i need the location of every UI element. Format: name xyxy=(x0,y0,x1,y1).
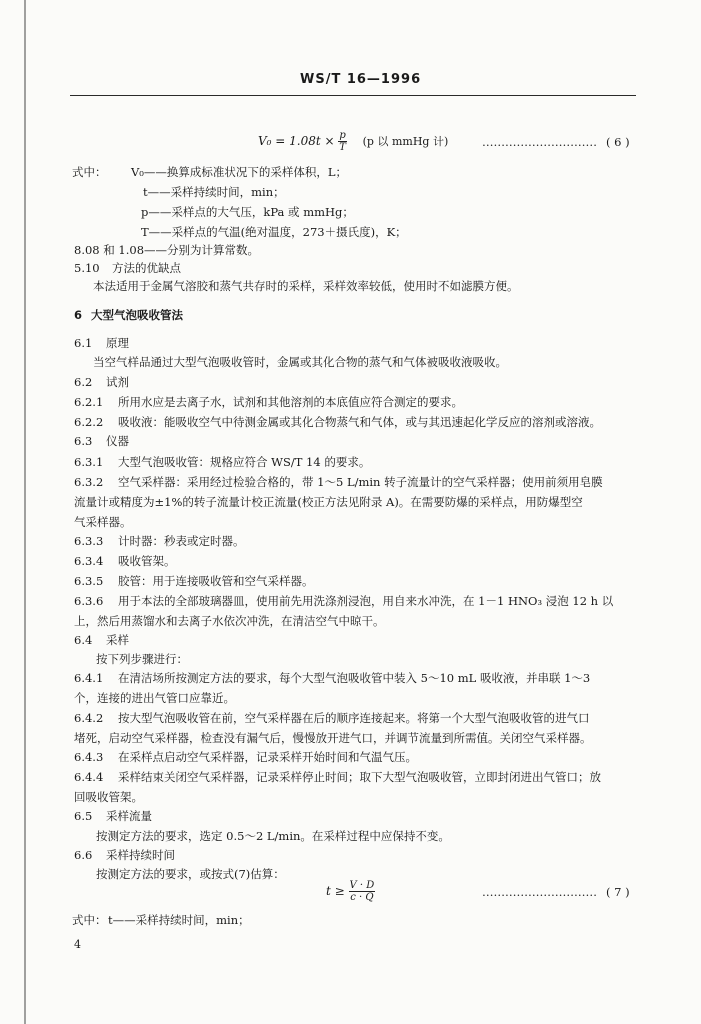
clause-text: 个，连接的进出气管口应靠近。 xyxy=(74,691,235,705)
eq7-denominator: c · Q xyxy=(350,892,374,903)
clause-text: 采样结束关闭空气采样器，记录采样停止时间；取下大型气泡吸收管，立即封闭进出气管口；放 xyxy=(118,770,601,784)
paragraph: 当空气样品通过大型气泡吸收管时，金属或其化合物的蒸气和气体被吸收液吸收。 xyxy=(93,355,507,369)
clause-text: 气采样器。 xyxy=(74,515,132,529)
clause-number: 6.4.2 xyxy=(74,711,104,725)
clause-number: 6.3.2 xyxy=(74,475,104,489)
clause-number: 6.2.1 xyxy=(74,395,104,409)
chapter-number: 6 xyxy=(74,308,83,322)
paragraph: 按测定方法的要求，选定 0.5～2 L/min。在采样过程中应保持不变。 xyxy=(96,829,450,843)
where-item: t——采样持续时间，min； xyxy=(108,913,250,927)
clause-number: 6.3.1 xyxy=(74,455,104,469)
clause-text: 在采样点启动空气采样器，记录采样开始时间和气温气压。 xyxy=(118,750,417,764)
section-title: 原理 xyxy=(106,336,129,350)
section-number: 6.6 xyxy=(74,848,93,862)
section-number: 6.4 xyxy=(74,633,93,647)
section-number: 5.10 xyxy=(74,261,100,275)
clause-number: 6.3.5 xyxy=(74,574,104,588)
clause-number: 6.4.3 xyxy=(74,750,104,764)
clause-text: 堵死，启动空气采样器，检查没有漏气后，慢慢放开进气口，并调节流量到所需值。关闭空气采样器。 xyxy=(74,731,592,745)
clause-text: 吸收管架。 xyxy=(118,554,176,568)
clause-text: 吸收液：能吸收空气中待测金属或其化合物蒸气和气体，或与其迅速起化学反应的溶剂或溶液。 xyxy=(118,415,601,429)
clause-text: 上，然后用蒸馏水和去离子水依次冲洗，在清洁空气中晾干。 xyxy=(74,614,385,628)
clause-text: 所用水应是去离子水，试剂和其他溶剂的本底值应符合测定的要求。 xyxy=(118,395,463,409)
eq7-numerator: V · D xyxy=(349,880,375,891)
eq6-leader-dots: ………………………… xyxy=(482,135,597,149)
eq6-lhs: V₀ = 1.08t × xyxy=(258,134,335,148)
equation-7 xyxy=(326,880,375,903)
section-title: 方法的优缺点 xyxy=(112,261,181,275)
eq7-fraction xyxy=(349,880,376,903)
eq7-lhs: t ≥ xyxy=(326,884,345,898)
paragraph: 按下列步骤进行： xyxy=(96,652,188,666)
section-number: 6.2 xyxy=(74,375,93,389)
section-title: 试剂 xyxy=(106,375,129,389)
clause-text: 用于本法的全部玻璃器皿，使用前先用洗涤剂浸泡，用自来水冲洗，在 1－1 HNO₃ 浸泡 12 h 以 xyxy=(118,594,614,608)
clause-text: 胶管：用于连接吸收管和空气采样器。 xyxy=(118,574,314,588)
equation-6 xyxy=(258,130,448,153)
eq7-leader-dots: ………………………… xyxy=(482,885,597,899)
clause-number: 6.4.4 xyxy=(74,770,104,784)
section-number: 6.1 xyxy=(74,336,93,350)
clause-text: 按大型气泡吸收管在前，空气采样器在后的顺序连接起来。将第一个大型气泡吸收管的进气口 xyxy=(118,711,590,725)
where-intro: 式中： xyxy=(72,165,107,179)
clause-text: 流量计或精度为±1%的转子流量计校正流量(校正方法见附录 A)。在需要防爆的采样点，用防爆型空 xyxy=(74,495,583,509)
scan-edge-line xyxy=(24,0,26,1024)
eq7-number: ( 7 ) xyxy=(606,885,630,899)
clause-number: 6.3.3 xyxy=(74,534,104,548)
section-title: 仪器 xyxy=(106,434,129,448)
where-item: T——采样点的气温(绝对温度，273＋摄氏度)，K； xyxy=(141,225,407,239)
clause-text: 计时器：秒表或定时器。 xyxy=(118,534,245,548)
standard-header: WS/T 16—1996 xyxy=(300,72,422,87)
clause-text: 空气采样器：采用经过检验合格的，带 1～5 L/min 转子流量计的空气采样器；使用前须用皂膜 xyxy=(118,475,603,489)
constants-note: 8.08 和 1.08——分别为计算常数。 xyxy=(74,243,260,257)
section-title: 采样持续时间 xyxy=(106,848,175,862)
eq6-number: ( 6 ) xyxy=(606,135,630,149)
eq6-note: (p 以 mmHg 计) xyxy=(362,135,449,148)
paragraph: 按测定方法的要求，或按式(7)估算： xyxy=(96,867,285,881)
where-item: p——采样点的大气压，kPa 或 mmHg； xyxy=(141,205,354,219)
clause-number: 6.2.2 xyxy=(74,415,104,429)
where-intro: 式中： xyxy=(72,913,107,927)
chapter-title: 大型气泡吸收管法 xyxy=(91,308,183,322)
section-title: 采样流量 xyxy=(106,809,152,823)
clause-text: 大型气泡吸收管：规格应符合 WS/T 14 的要求。 xyxy=(118,455,371,469)
section-number: 6.5 xyxy=(74,809,93,823)
paragraph: 本法适用于金属气溶胶和蒸气共存时的采样，采样效率较低，使用时不如滤膜方便。 xyxy=(93,279,519,293)
clause-text: 在清洁场所按测定方法的要求，每个大型气泡吸收管中装入 5～10 mL 吸收液，并串联 1～3 xyxy=(118,671,591,685)
eq6-denominator: T xyxy=(339,142,346,153)
clause-text: 回吸收管架。 xyxy=(74,790,143,804)
clause-number: 6.3.6 xyxy=(74,594,104,608)
where-item: V₀——换算成标准状况下的采样体积，L； xyxy=(131,165,348,179)
section-title: 采样 xyxy=(106,633,129,647)
eq6-numerator: p xyxy=(339,130,346,141)
section-number: 6.3 xyxy=(74,434,93,448)
where-item: t——采样持续时间，min； xyxy=(143,185,285,199)
page-number: 4 xyxy=(74,938,81,951)
eq6-fraction xyxy=(338,130,346,153)
clause-number: 6.4.1 xyxy=(74,671,104,685)
clause-number: 6.3.4 xyxy=(74,554,104,568)
header-rule xyxy=(70,95,636,96)
